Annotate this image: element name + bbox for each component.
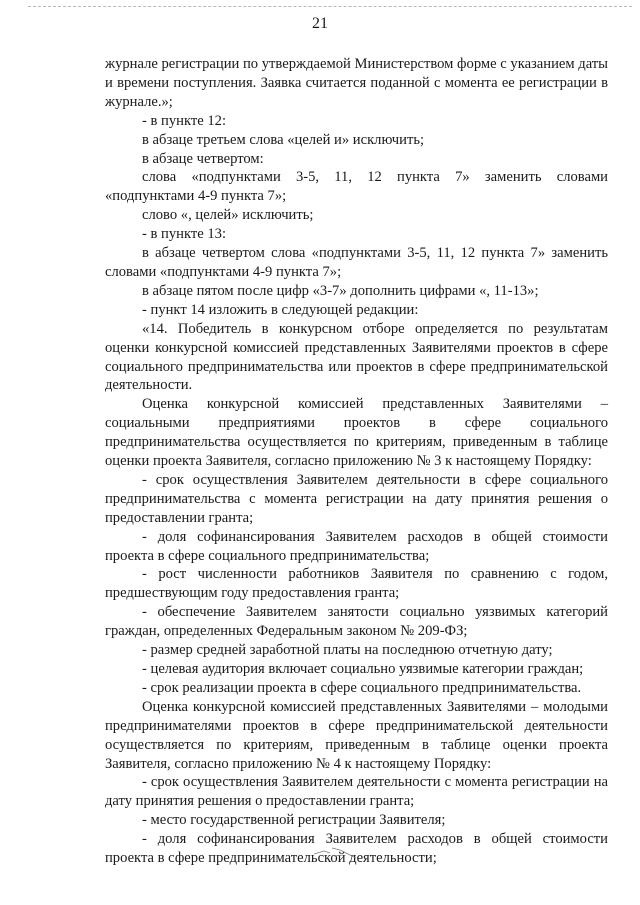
paragraph: в абзаце четвертом: bbox=[142, 150, 264, 167]
paragraph: - размер средней заработной платы на последнюю отчетную дату; bbox=[142, 642, 553, 659]
paragraph: - пункт 14 изложить в следующей редакции: bbox=[142, 301, 419, 318]
paragraph: - срок реализации проекта в сфере социального предпринимательства. bbox=[142, 679, 582, 696]
paragraph: «14. Победитель в конкурсном отборе определяется по результатам оценки конкурсной комиссией представленных Заявителями проектов в сфере социального предпринимательства или проектов в сфере предпринимательской деятельности. bbox=[105, 320, 608, 394]
paragraph: - доля софинансирования Заявителем расходов в общей стоимости проекта в сфере предпринимательской деятельности; bbox=[105, 831, 608, 867]
paragraph: - обеспечение Заявителем занятости социально уязвимых категорий граждан, определенных Федеральным законом № 209-ФЗ; bbox=[105, 604, 608, 640]
paragraph: журнале регистрации по утверждаемой Министерством форме с указанием даты и времени поступления. Заявка считается поданной с момента ее регистрации в журнале.»; bbox=[105, 56, 608, 110]
paragraph: - доля софинансирования Заявителем расходов в общей стоимости проекта в сфере социального предпринимательства; bbox=[105, 528, 608, 564]
page-number: 21 bbox=[312, 15, 328, 32]
scan-artifact-mark bbox=[310, 838, 370, 868]
paragraph: Оценка конкурсной комиссией представленных Заявителями – молодыми предпринимателями проектов в сфере предпринимательской деятельности осуществляется по критериям, приведенным в таблице оценки проекта Заявителя, согласно приложению № 4 к настоящему Порядку: bbox=[105, 698, 608, 772]
paragraph: слово «, целей» исключить; bbox=[142, 207, 314, 224]
paragraph: - в пункте 12: bbox=[142, 112, 227, 129]
paragraph: в абзаце третьем слова «целей и» исключить; bbox=[142, 131, 425, 148]
paragraph: слова «подпунктами 3-5, 11, 12 пункта 7» заменить словами «подпунктами 4-9 пункта 7»; bbox=[105, 169, 608, 205]
paragraph: - целевая аудитория включает социально уязвимые категории граждан; bbox=[142, 661, 584, 677]
paragraph: - срок осуществления Заявителем деятельности в сфере социального предпринимательства с момента регистрации на дату принятия решения о предоставлении гранта; bbox=[105, 471, 608, 526]
paragraph: в абзаце четвертом слова «подпунктами 3-5, 11, 12 пункта 7» заменить словами «подпунктами 4-9 пункта 7»; bbox=[105, 245, 608, 280]
paragraph: - срок осуществления Заявителем деятельности с момента регистрации на дату принятия решения о предоставлении гранта; bbox=[105, 774, 608, 810]
scan-edge-line bbox=[28, 6, 632, 7]
paragraph: - в пункте 13: bbox=[142, 226, 227, 243]
document-body bbox=[105, 55, 608, 868]
paragraph: Оценка конкурсной комиссией представленных Заявителями – социальными предприятиями проектов в сфере социального предпринимательства осуществляется по критериям, приведенным в таблице оценки проекта Заявителя, согласно приложению № 3 к настоящему Порядку: bbox=[105, 396, 608, 470]
paragraph: в абзаце пятом после цифр «3-7» дополнить цифрами «, 11-13»; bbox=[142, 282, 539, 299]
paragraph: - место государственной регистрации Заявителя; bbox=[142, 812, 446, 829]
paragraph: - рост численности работников Заявителя по сравнению с годом, предшествующим году предоставления гранта; bbox=[105, 566, 608, 602]
